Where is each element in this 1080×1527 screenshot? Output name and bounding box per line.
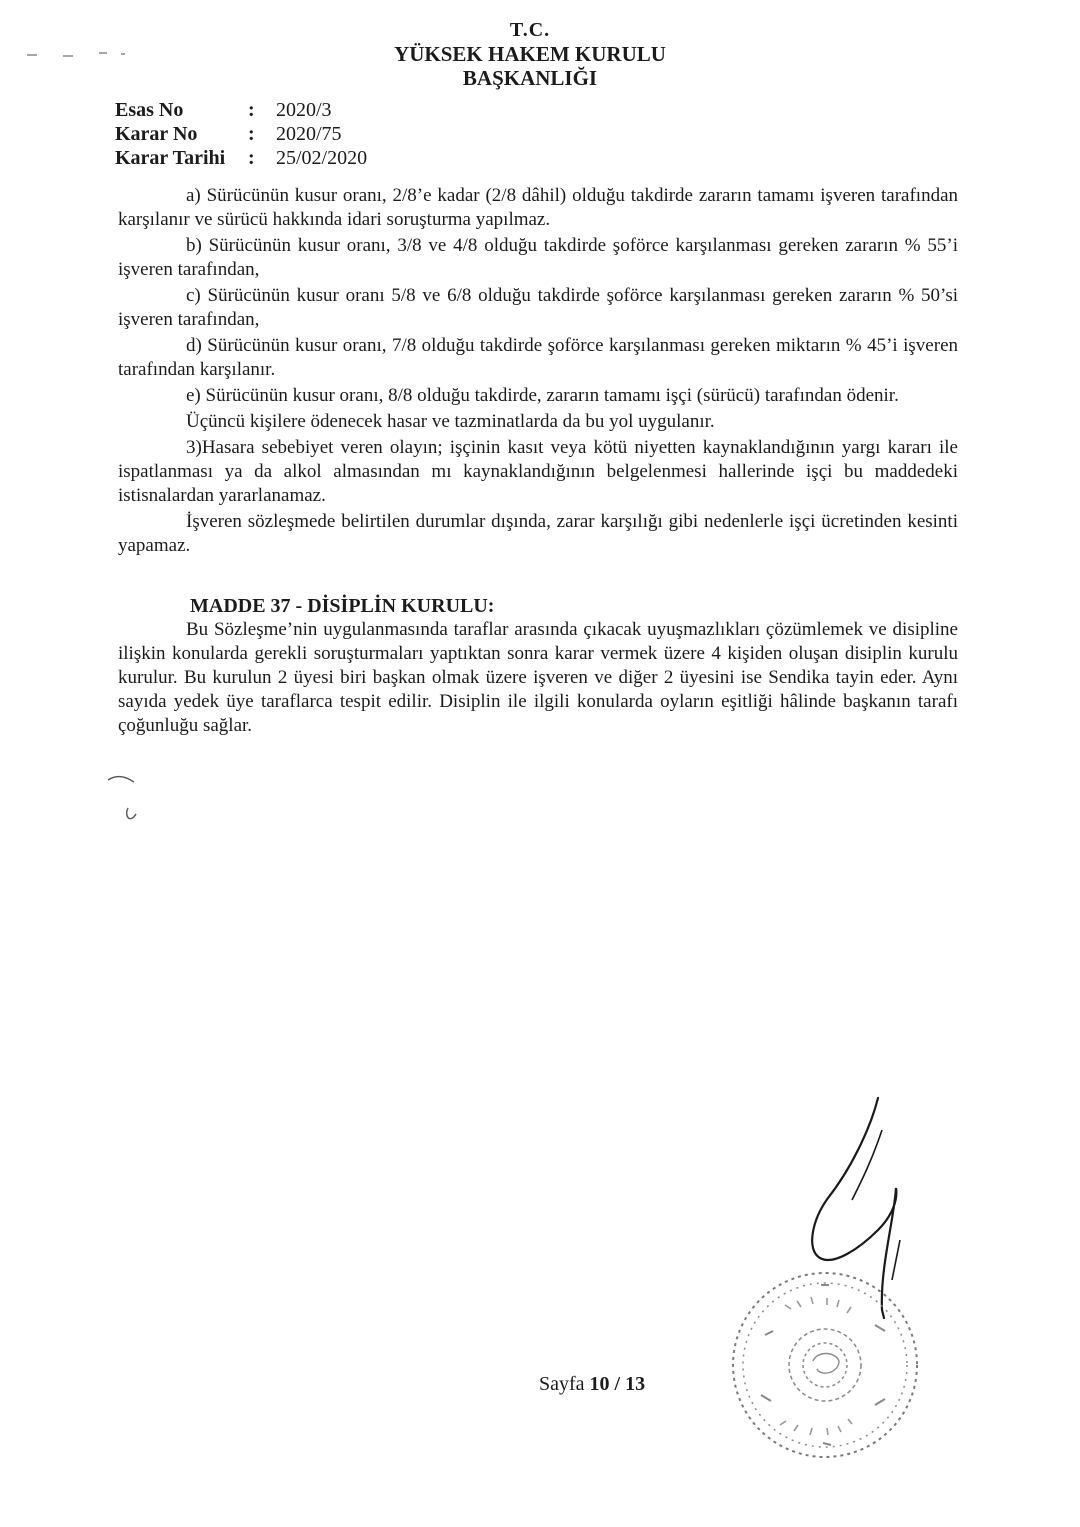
header-tc: T.C. <box>509 19 551 41</box>
header-institution: YÜKSEK HAKEM KURULU <box>394 42 666 66</box>
tarih-separator: : <box>248 146 255 169</box>
karar-label: Karar No <box>115 122 198 145</box>
paragraph-a: a) Sürücünün kusur oranı, 2/8’e kadar (2/8 dâhil) olduğu takdirde zararın tamamı işveren tarafından karşılanır ve sürücü hakkında idari soruşturma yapılmaz. <box>118 185 958 230</box>
karar-separator: : <box>248 122 255 145</box>
official-seal <box>725 1265 925 1465</box>
paragraph-e: e) Sürücünün kusur oranı, 8/8 olduğu takdirde, zararın tamamı işçi (sürücü) tarafından ödenir. <box>186 385 899 406</box>
tarih-value: 25/02/2020 <box>276 146 368 169</box>
paragraph-c: c) Sürücünün kusur oranı 5/8 ve 6/8 olduğu takdirde şoförce karşılanması gereken zararın % 50’si işveren tarafından, <box>118 285 958 330</box>
paragraph-b: b) Sürücünün kusur oranı, 3/8 ve 4/8 olduğu takdirde şoförce karşılanması gereken zararın % 55’i işveren tarafından, <box>118 235 958 280</box>
paragraph-employer: İşveren sözleşmede belirtilen durumlar dışında, zarar karşılığı gibi nedenlerle işçi ücretinden kesinti yapamaz. <box>118 511 958 556</box>
tarih-row <box>115 146 367 170</box>
esas-separator: : <box>248 98 255 121</box>
karar-row <box>115 122 367 146</box>
paragraph-d: d) Sürücünün kusur oranı, 7/8 olduğu takdirde şoförce karşılanması gereken miktarın % 45’i işveren tarafından karşılanır. <box>118 335 958 380</box>
document-body <box>118 184 958 738</box>
scan-dash-marks <box>25 48 135 62</box>
page-label: Sayfa <box>539 1373 585 1395</box>
esas-label: Esas No <box>115 98 184 121</box>
institution-header <box>360 18 700 90</box>
paragraph-third-parties: Üçüncü kişilere ödenecek hasar ve tazminatlarda da bu yol uygulanır. <box>186 411 715 432</box>
esas-value: 2020/3 <box>276 98 332 121</box>
karar-value: 2020/75 <box>276 122 342 145</box>
article-37-title: MADDE 37 - DİSİPLİN KURULU: <box>190 595 495 617</box>
margin-scribble <box>100 768 150 828</box>
tarih-label: Karar Tarihi <box>115 146 226 169</box>
article-37-text: Bu Sözleşme’nin uygulanmasında taraflar arasında çıkacak uyuşmazlıkları çözümlemek ve disipline ilişkin konularda gerekli soruşturmaları yaptıktan sonra karar vermek üzere 4 kişiden oluşan disiplin kurulu kurulur. Bu kurulun 2 üyesi biri başkan olmak üzere işveren ve diğer 2 üyesini ise Sendika tayin eder. Aynı sayıda yedek üye taraflarca tespit edilir. Disiplin ile ilgili konularda oyların eşitliği hâlinde başkanın tarafı çoğunluğu sağlar. <box>118 619 958 736</box>
header-presidency: BAŞKANLIĞI <box>462 66 598 90</box>
page-number: 10 / 13 <box>589 1373 646 1395</box>
page-footer <box>539 1373 645 1396</box>
paragraph-item-3: 3)Hasara sebebiyet veren olayın; işçinin kasıt veya kötü niyetten kaynaklandığının yargı kararı ile ispatlanması ya da alkol almasından mı kaynaklandığının belgelenmesi hallerinde işçi bu maddedeki istisnalardan yararlanamaz. <box>118 437 958 506</box>
esas-row <box>115 98 367 122</box>
case-metadata <box>115 98 367 170</box>
